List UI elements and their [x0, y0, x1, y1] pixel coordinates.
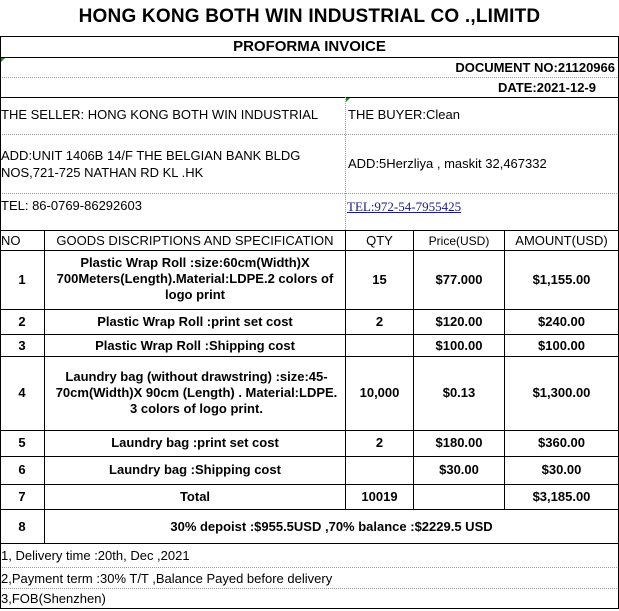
document-title: PROFORMA INVOICE — [233, 38, 386, 55]
header-amount: AMOUNT(USD) — [515, 233, 608, 248]
row-no: 8 — [18, 519, 26, 534]
divider — [0, 309, 619, 310]
row-description: Total — [179, 489, 211, 504]
row-price: $120.00 — [435, 314, 483, 329]
cell-marker — [346, 98, 350, 102]
document-number: DOCUMENT NO:21120966 — [455, 60, 615, 75]
row-description: Plastic Wrap Roll :size:60cm(Width)X 700Meters(Length).Material:LDPE.2 colors of logo print — [56, 255, 334, 302]
note-fob: 3,FOB(Shenzhen) — [1, 591, 106, 606]
divider — [345, 97, 346, 230]
divider — [0, 230, 619, 231]
row-no: 6 — [18, 462, 26, 477]
row-amount: $1,300.00 — [532, 385, 591, 400]
note-payment-term: 2,Payment term :30% T/T ,Balance Payed before delivery — [1, 571, 333, 586]
row-price: $180.00 — [435, 435, 483, 450]
divider — [0, 608, 619, 609]
divider — [0, 543, 619, 544]
divider — [0, 134, 619, 135]
row-no: 2 — [18, 314, 26, 329]
row-description: Laundry bag (without drawstring) :size:45-70cm(Width)X 90cm (Length) . Material:LDPE. 3 colors of logo print. — [55, 369, 338, 416]
divider — [0, 193, 619, 194]
row-description: Laundry bag :Shipping cost — [109, 462, 281, 477]
row-amount: $1,155.00 — [532, 272, 591, 287]
header-qty: QTY — [366, 233, 393, 248]
buyer-address: ADD:5Herzliya , maskit 32,467332 — [348, 156, 547, 171]
row-qty: 2 — [375, 435, 384, 450]
buyer-name: THE BUYER:Clean — [348, 107, 460, 122]
header-goods: GOODS DISCRIPTIONS AND SPECIFICATION — [56, 233, 334, 248]
divider — [0, 430, 619, 431]
row-price: $0.13 — [442, 385, 476, 400]
header-price: Price(USD) — [428, 234, 490, 248]
row-no: 7 — [18, 489, 26, 504]
row-no: 3 — [18, 338, 26, 353]
row-no: 4 — [18, 385, 26, 400]
divider — [0, 97, 619, 98]
row-amount: $360.00 — [538, 435, 585, 450]
seller-name: THE SELLER: HONG KONG BOTH WIN INDUSTRIAL — [1, 107, 319, 122]
row-amount: $100.00 — [538, 338, 585, 353]
divider — [0, 77, 619, 78]
payment-split: 30% depoist :$955.5USD ,70% balance :$2229.5 USD — [170, 519, 493, 534]
row-qty: 15 — [372, 272, 387, 287]
cell-marker — [1, 58, 5, 62]
row-description: Laundry bag :print set cost — [111, 435, 279, 450]
divider — [0, 588, 619, 589]
divider — [0, 509, 619, 510]
divider — [0, 36, 619, 37]
divider — [0, 334, 619, 335]
row-amount: $30.00 — [541, 462, 582, 477]
divider — [0, 356, 619, 357]
seller-address-line2: NOS,721-725 NATHAN RD KL .HK — [1, 165, 204, 180]
divider — [0, 57, 619, 58]
row-qty: 2 — [375, 314, 384, 329]
row-no: 1 — [18, 272, 26, 287]
row-amount: $3,185.00 — [532, 489, 591, 504]
row-no: 5 — [18, 435, 26, 450]
row-price: $30.00 — [439, 462, 479, 477]
divider — [0, 567, 619, 568]
row-qty: 10019 — [361, 489, 398, 504]
header-no: NO — [1, 233, 21, 248]
seller-tel: TEL: 86-0769-86292603 — [1, 198, 142, 213]
row-amount: $240.00 — [538, 314, 585, 329]
company-name: HONG KONG BOTH WIN INDUSTRIAL CO .,LIMITD — [78, 6, 541, 27]
seller-address-line1: ADD:UNIT 1406B 14/F THE BELGIAN BANK BLDG — [1, 148, 301, 163]
divider — [0, 250, 619, 251]
buyer-tel-link[interactable]: TEL:972-54-7955425 — [347, 199, 462, 214]
row-qty: 10,000 — [359, 385, 400, 400]
divider — [0, 456, 619, 457]
divider — [0, 484, 619, 485]
row-price: $77.000 — [435, 272, 483, 287]
row-description: Plastic Wrap Roll :print set cost — [97, 314, 293, 329]
row-price: $100.00 — [435, 338, 483, 353]
row-description: Plastic Wrap Roll :Shipping cost — [95, 338, 295, 353]
invoice-date: DATE:2021-12-9 — [497, 80, 596, 95]
note-delivery: 1, Delivery time :20th, Dec ,2021 — [1, 548, 190, 563]
